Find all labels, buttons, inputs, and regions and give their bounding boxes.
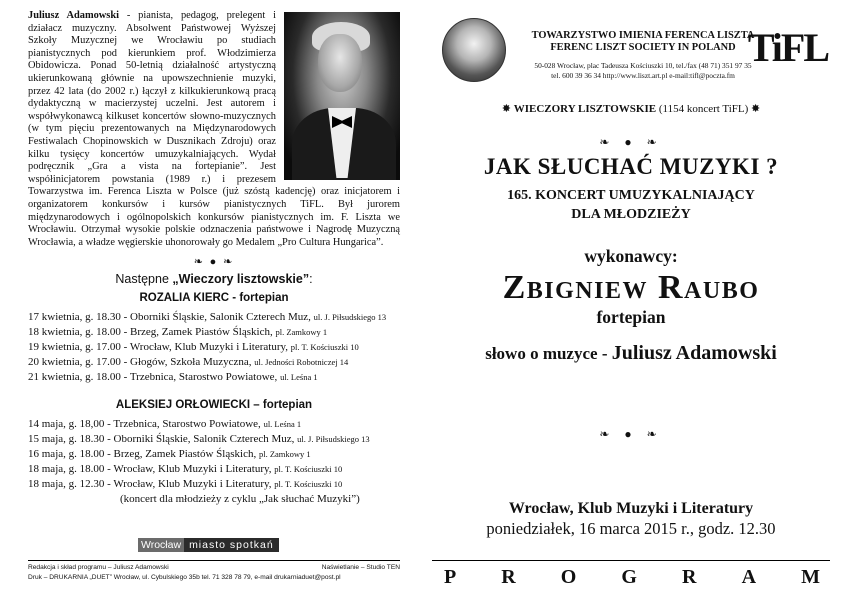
society-name-pl: TOWARZYSTWO IMIENIA FERENCA LISZTA bbox=[531, 30, 755, 41]
tifl-logo: TiFL bbox=[747, 25, 828, 70]
next-concerts-title bbox=[28, 272, 400, 286]
bio-text: - pianista, pedagog, prelegent i działacz muzyczny. Absolwent Państwowej Wyższej Szkoły Muzycznej we Wrocławiu po studiach pianistycznych pod kierunkiem prof. Włodzimierza Obidowicza. Ponad 50-letnią działalność artystyczną ukierunkowaną głównie na upowszechnienie muzyki, przez 42 lata (do 2002 r.) łączył z kilkukierunkową pracą dydaktyczną w macierzystej uczelni. Jest autorem i współwykonawcą kilkuset koncertów słowno-muzycznych (w tym pięciu prezentowanych na Międzynarodowych Festiwalach Chopinowskich w Dusznikach Zdroju) oraz kilku tysięcy koncertów umuzykalniających. Wydał podręcznik „Gra a vista na fortepianie”. Jest współinicjatorem powstania (1989 r.) i prezesem Towarzystwa im. Ferenca Liszta w Polsce (już szóstą kadencję) oraz inicjatorem i organizatorem konkursów i kursów pianistycznych TiFL. Był jurorem międzynarodowych i ogólnopolskich konkursów pianistycznych im. F. Liszta we Wrocławiu. Otrzymał wysokie polskie odznaczenia państwowe i Nagrodę Muzyczną Wrocławia, a władze węgierskie uhonorowały go Medalem „Pro Cultura Hungarica”. bbox=[28, 10, 400, 248]
society-header bbox=[432, 10, 830, 92]
series-line bbox=[432, 102, 830, 115]
bio-name: Juliusz Adamowski bbox=[28, 10, 120, 21]
concert-note: (koncert dla młodzieży z cyklu „Jak słuchać Muzyki”) bbox=[120, 493, 360, 506]
next-title-bold: „Wieczory lisztowskie” bbox=[172, 272, 310, 287]
performer-heading: ALEKSIEJ ORŁOWIECKI – fortepian bbox=[115, 399, 313, 412]
concert-item: 15 maja, g. 18.30 - Oborniki Śląskie, Salonik Czterech Muz, ul. J. Piłsudskiego 13 bbox=[28, 433, 370, 446]
series-count: (1154 koncert TiFL) bbox=[656, 103, 749, 115]
biography bbox=[28, 10, 400, 249]
program-letter: R bbox=[501, 566, 516, 588]
next-title-suffix: : bbox=[309, 272, 313, 287]
footer-printer: Druk – DRUKARNIA „DUET” Wrocław, ul. Cybulskiego 35b tel. 71 328 78 79, e-mail drukarniaduet@post.pl bbox=[28, 574, 341, 581]
right-page bbox=[432, 10, 830, 590]
society-info bbox=[510, 30, 776, 81]
concert-item: 14 maja, g. 18,00 - Trzebnica, Starostwo Powiatowe, ul. Leśna 1 bbox=[28, 418, 302, 431]
program-heading bbox=[444, 566, 820, 589]
venue: Wrocław, Klub Muzyki i Literatury bbox=[508, 500, 754, 517]
concert-item: 16 maja, g. 18.00 - Brzeg, Zamek Piastów Śląskich, pl. Zamkowy 1 bbox=[28, 448, 311, 461]
concert-date: poniedziałek, 16 marca 2015 r., godz. 12.30 bbox=[486, 519, 776, 538]
program-letter: G bbox=[621, 566, 637, 588]
concert-list-1 bbox=[28, 310, 400, 385]
concert-title: JAK SŁUCHAĆ MUZYKI ? bbox=[483, 154, 779, 179]
left-page bbox=[28, 10, 400, 590]
concert-subtitle-2: DLA MŁODZIEŻY bbox=[571, 207, 691, 222]
wroclaw-banner-logo bbox=[138, 538, 279, 552]
banner-city: Wrocław bbox=[138, 538, 184, 552]
concert-item: 18 maja, g. 12.30 - Wrocław, Klub Muzyki i Literatury, pl. T. Kościuszki 10 bbox=[28, 478, 343, 491]
footer-studio: Naświetlanie – Studio TEN bbox=[321, 564, 400, 571]
series-name: WIECZORY LISZTOWSKIE bbox=[513, 103, 657, 115]
concert-item: 21 kwietnia, g. 18.00 - Trzebnica, Starostwo Powiatowe, ul. Leśna 1 bbox=[28, 371, 318, 384]
liszt-portrait bbox=[442, 18, 506, 82]
society-name-en: FERENC LISZT SOCIETY IN POLAND bbox=[550, 42, 736, 53]
speaker-prefix: słowo o muzyce - bbox=[485, 344, 612, 363]
concert-item: 18 maja, g. 18.00 - Wrocław, Klub Muzyki i Literatury, pl. T. Kościuszki 10 bbox=[28, 463, 343, 476]
star-icon: ✸ bbox=[751, 103, 761, 115]
program-divider bbox=[432, 560, 830, 561]
concert-item: 17 kwietnia, g. 18.30 - Oborniki Śląskie, Salonik Czterech Muz, ul. J. Piłsudskiego 13 bbox=[28, 311, 387, 324]
concert-subtitle-1: 165. KONCERT UMUZYKALNIAJĄCY bbox=[507, 188, 755, 203]
program-letter: M bbox=[801, 566, 820, 588]
instrument: fortepian bbox=[596, 307, 666, 327]
footer-divider bbox=[28, 560, 400, 561]
program-letter: O bbox=[560, 566, 577, 588]
program-letter: A bbox=[741, 566, 757, 588]
concert-item: 19 kwietnia, g. 17.00 - Wrocław, Klub Muzyki i Literatury, pl. T. Kościuszki 10 bbox=[28, 341, 359, 354]
performers-label: wykonawcy: bbox=[584, 246, 678, 266]
speaker-name: Juliusz Adamowski bbox=[611, 342, 777, 364]
society-address: 50-028 Wrocław, plac Tadeusza Kościuszki 10, tel./fax (48 71) 351 97 35 bbox=[534, 61, 752, 70]
performer-heading: ROZALIA KIERC - fortepian bbox=[139, 292, 289, 305]
right-ornament-bottom: ❧ ● ❧ bbox=[599, 427, 663, 441]
program-letter: P bbox=[444, 566, 457, 588]
print-footer bbox=[28, 563, 400, 583]
concert-item: 18 kwietnia, g. 18.00 - Brzeg, Zamek Piastów Śląskich, pl. Zamkowy 1 bbox=[28, 326, 328, 339]
banner-slogan: miasto spotkań bbox=[184, 538, 279, 552]
right-ornament-top: ❧ ● ❧ bbox=[599, 135, 663, 149]
left-ornament: ❧ ● ❧ bbox=[193, 256, 235, 269]
program-letter: R bbox=[682, 566, 697, 588]
artist-name: Zbigniew Raubo bbox=[502, 269, 760, 306]
adamowski-photo bbox=[284, 12, 400, 180]
speaker-line bbox=[432, 342, 830, 365]
concert-item: 20 kwietnia, g. 17.00 - Głogów, Szkoła Muzyczna, ul. Jedności Robotniczej 14 bbox=[28, 356, 349, 369]
footer-editor: Redakcja i skład programu – Juliusz Adamowski bbox=[28, 564, 169, 571]
society-contact: tel. 600 39 36 34 http://www.liszt.art.pl e-mail:tifl@poczta.fm bbox=[551, 71, 735, 80]
star-icon: ✸ bbox=[501, 103, 511, 115]
next-title-prefix: Następne bbox=[115, 272, 173, 287]
concert-list-2 bbox=[28, 417, 400, 507]
